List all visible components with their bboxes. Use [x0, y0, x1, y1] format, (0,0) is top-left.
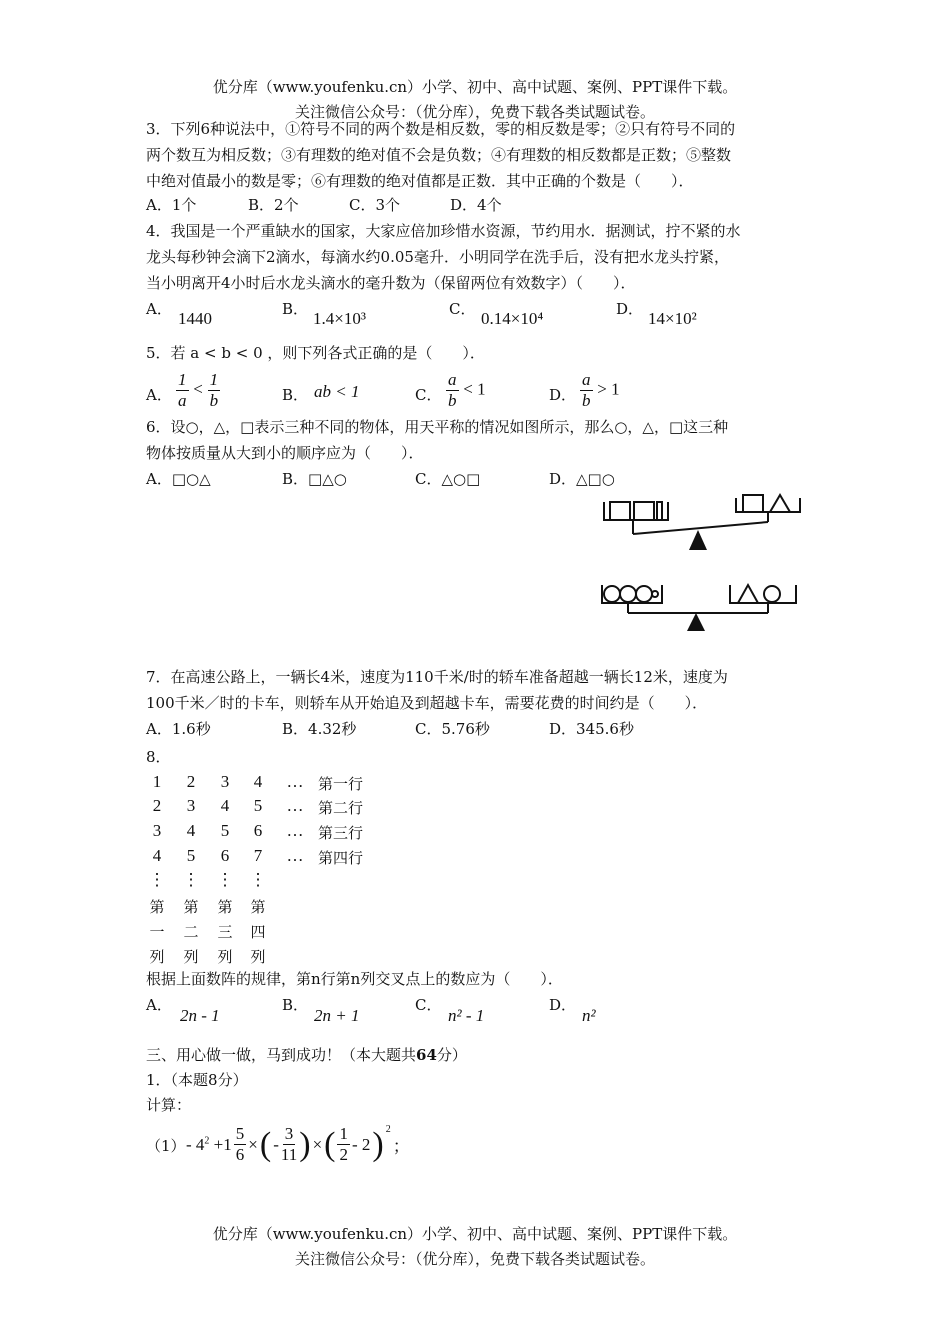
q7-option-b: B．4.32秒: [282, 720, 357, 738]
column-label-char: 四: [250, 923, 266, 941]
balance-scale-1: [598, 490, 808, 555]
q7-line-1: 7．在高速公路上，一辆长4米，速度为110千米/时的轿车准备超越一辆长12米，速度为: [146, 668, 728, 686]
q3-line-2: 两个数互为相反数；③有理数的绝对值不会是负数；④有理数的相反数都是正数；⑤整数: [146, 146, 732, 164]
array-cell: 4: [152, 846, 162, 865]
q3-option-d: D．4个: [450, 196, 502, 214]
q7-option-a: A．1.6秒: [146, 720, 211, 738]
q3-line-3: 中绝对值最小的数是零；⑥有理数的绝对值都是正数．其中正确的个数是（ ）．: [146, 172, 694, 190]
q5-label-d: D．: [549, 386, 577, 404]
q5-label-c: C．: [415, 386, 442, 404]
q3-line-1: 3．下列6种说法中，①符号不同的两个数是相反数，零的相反数是零；②只有符号不同的: [146, 120, 736, 138]
array-cell: 6: [253, 821, 263, 840]
column-label-char: 二: [183, 923, 199, 941]
q4-value-b: 1.4×10³: [313, 309, 366, 328]
vertical-dots: ⋮: [249, 870, 267, 889]
q8-label-b: B．: [282, 996, 309, 1014]
q5-expr-d: $\frac{a}{b}$ > 1: [582, 370, 620, 410]
s3-expr-label: （1）: [146, 1137, 186, 1155]
q6-line-2: 物体按质量从大到小的顺序应为（ ）．: [146, 444, 424, 462]
column-label-char: 列: [149, 948, 165, 966]
header-line-1: 优分库（www.youfenku.cn）小学、初中、高中试题、案例、PPT课件下载。: [212, 78, 738, 96]
array-cell: …: [286, 846, 304, 865]
vertical-dots: ⋮: [182, 870, 200, 889]
q8-number: 8．: [146, 748, 171, 766]
column-label-char: 三: [217, 923, 233, 941]
q6-option-d: D．△□○: [549, 470, 615, 488]
column-label-char: 第: [217, 898, 233, 916]
q4-line-1: 4．我国是一个严重缺水的国家，大家应倍加珍惜水资源，节约用水．据测试，拧不紧的水: [146, 222, 741, 240]
q4-value-c: 0.14×10⁴: [481, 309, 544, 328]
column-label-char: 第: [183, 898, 199, 916]
vertical-dots: ⋮: [216, 870, 234, 889]
q4-line-2: 龙头每秒钟会滴下2滴水，每滴水约0.05毫升．小明同学在洗手后，没有把水龙头拧紧，: [146, 248, 729, 266]
array-cell: 4: [186, 821, 196, 840]
q5-expr-c: $\frac{a}{b}$ < 1: [448, 370, 486, 410]
column-label-char: 列: [217, 948, 233, 966]
section-3-title: 三、用心做一做，马到成功！（本大题共64分）: [146, 1046, 467, 1064]
q5-label-a: A．: [146, 386, 172, 404]
array-cell: 5: [253, 796, 263, 815]
q6-option-a: A．□○△: [146, 470, 211, 488]
q4-label-a: A．: [146, 300, 172, 318]
q8-value-c: n² - 1: [448, 1006, 485, 1025]
array-cell: 3: [220, 772, 230, 791]
header-line-2: 关注微信公众号：（优分库），免费下载各类试题试卷。: [294, 103, 655, 121]
q8-label-c: C．: [415, 996, 442, 1014]
q8-value-d: n²: [582, 1006, 596, 1025]
q4-label-d: D．: [616, 300, 644, 318]
q8-value-a: 2n - 1: [180, 1006, 220, 1025]
column-label-char: 列: [183, 948, 199, 966]
q8-stem: 根据上面数阵的规律，第n行第n列交叉点上的数应为（ ）．: [146, 970, 563, 988]
array-cell: 4: [253, 772, 263, 791]
q4-label-c: C．: [449, 300, 476, 318]
question-6: [146, 414, 816, 466]
column-label-char: 第: [149, 898, 165, 916]
question-7: [146, 664, 816, 716]
array-cell: 5: [186, 846, 196, 865]
q7-option-c: C．5.76秒: [415, 720, 490, 738]
array-cell: 2: [152, 796, 162, 815]
array-cell: 3: [152, 821, 162, 840]
q4-value-a: 1440: [178, 309, 212, 328]
q5-label-b: B．: [282, 386, 309, 404]
section-3-score: 64: [416, 1046, 437, 1064]
q6-line-1: 6．设○，△，□表示三种不同的物体，用天平称的情况如图所示，那么○，△，□这三种: [146, 418, 729, 436]
q5-expr-a: $\frac{1}{a}$ < $\frac{1}{b}$: [178, 370, 219, 410]
balance-scale-2: [598, 575, 808, 635]
column-label-char: 一: [149, 923, 165, 941]
array-cell: 2: [186, 772, 196, 791]
array-cell: 7: [253, 846, 263, 865]
q8-value-b: 2n + 1: [314, 1006, 360, 1025]
array-cell: …: [286, 772, 304, 791]
array-cell: 3: [186, 796, 196, 815]
q5-stem: 5．若 a < b < 0 ，则下列各式正确的是（ ）．: [146, 344, 485, 362]
q4-value-d: 14×10²: [648, 309, 697, 328]
array-cell: 6: [220, 846, 230, 865]
q8-label-a: A．: [146, 996, 172, 1014]
q3-option-a: A．1个: [146, 196, 197, 214]
q5-expr-b: ab < 1: [314, 382, 360, 401]
q6-option-c: C．△○□: [415, 470, 481, 488]
q4-line-3: 当小明离开4小时后水龙头滴水的毫升数为（保留两位有效数字）（ ）．: [146, 274, 636, 292]
q8-label-d: D．: [549, 996, 577, 1014]
array-cell: …: [286, 821, 304, 840]
q6-option-b: B．□△○: [282, 470, 347, 488]
question-3: [146, 116, 816, 194]
q7-option-d: D．345.6秒: [549, 720, 634, 738]
array-cell: 1: [152, 772, 162, 791]
footer-line-2: 关注微信公众号：（优分库），免费下载各类试题试卷。: [294, 1250, 655, 1268]
vertical-dots: ⋮: [148, 870, 166, 889]
row-label: 第三行: [318, 824, 364, 842]
row-label: 第一行: [318, 775, 364, 793]
array-cell: 4: [220, 796, 230, 815]
row-label: 第四行: [318, 849, 364, 867]
row-label: 第二行: [318, 799, 364, 817]
footer-line-1: 优分库（www.youfenku.cn）小学、初中、高中试题、案例、PPT课件下载。: [212, 1225, 738, 1243]
q3-option-b: B．2个: [248, 196, 299, 214]
s3-q1-title: 1．（本题8分）: [146, 1071, 248, 1089]
question-4: [146, 218, 816, 296]
q4-label-b: B．: [282, 300, 309, 318]
s3-q1-subtitle: 计算：: [146, 1096, 192, 1114]
column-label-char: 列: [250, 948, 266, 966]
array-cell: …: [286, 796, 304, 815]
q3-option-c: C．3个: [349, 196, 401, 214]
s3-expression: - $4^2 +1$ $\frac{5}{6}$ × ( - $\frac{3}{11}$ ) × ( $\frac{1}{2}$ - 2 ) $^2$ ；: [186, 1124, 410, 1164]
column-label-char: 第: [250, 898, 266, 916]
q7-line-2: 100千米／时的卡车，则轿车从开始追及到超越卡车，需要花费的时间约是（ ）．: [146, 694, 708, 712]
array-cell: 5: [220, 821, 230, 840]
